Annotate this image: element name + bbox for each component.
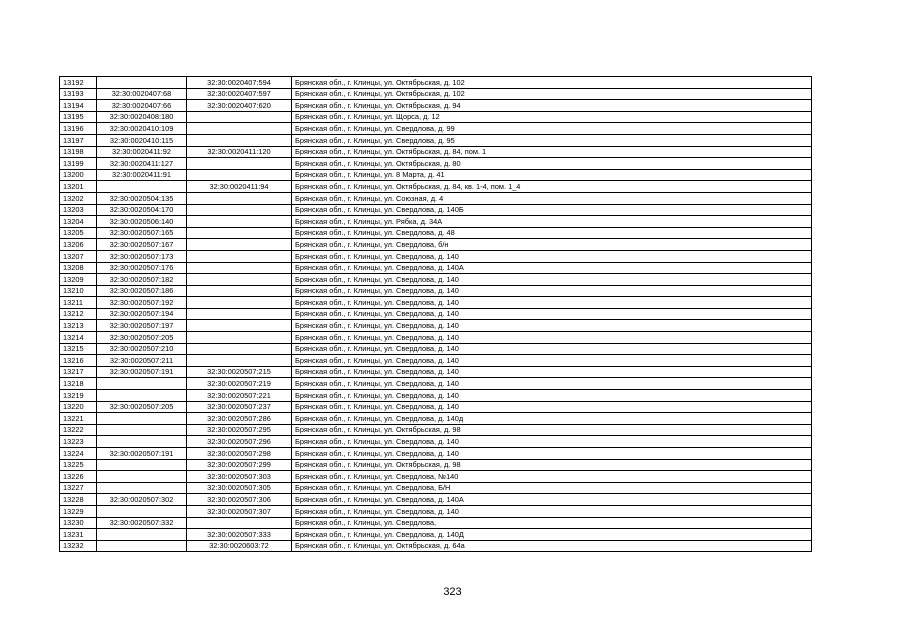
address-cell: Брянская обл., г. Клинцы, ул. Свердлова, д. 140 — [292, 401, 812, 413]
table-row — [60, 77, 812, 89]
address-cell: Брянская обл., г. Клинцы, ул. Свердлова, д. 140 — [292, 343, 812, 355]
address-cell: Брянская обл., г. Клинцы, ул. Свердлова, д. 140 — [292, 366, 812, 378]
table-row — [60, 505, 812, 517]
object-cadastral-number-cell — [187, 227, 292, 239]
row-number-cell: 13230 — [60, 517, 97, 529]
object-cadastral-number-cell — [187, 297, 292, 309]
address-cell: Брянская обл., г. Клинцы, ул. Щорса, д. 12 — [292, 111, 812, 123]
address-cell: Брянская обл., г. Клинцы, ул. Свердлова, №140 — [292, 471, 812, 483]
row-number-cell: 13217 — [60, 366, 97, 378]
cadastral-number-cell — [97, 529, 187, 541]
address-cell: Брянская обл., г. Клинцы, ул. Октябрьская, д. 64а — [292, 540, 812, 552]
object-cadastral-number-cell — [187, 169, 292, 181]
table-row — [60, 216, 812, 228]
object-cadastral-number-cell: 32:30:0020507:237 — [187, 401, 292, 413]
object-cadastral-number-cell — [187, 343, 292, 355]
address-cell: Брянская обл., г. Клинцы, ул. Свердлова, д. 140 — [292, 436, 812, 448]
table-row — [60, 308, 812, 320]
cadastral-number-cell: 32:30:0020507:186 — [97, 285, 187, 297]
object-cadastral-number-cell: 32:30:0020411:120 — [187, 146, 292, 158]
table-row — [60, 482, 812, 494]
object-cadastral-number-cell: 32:30:0020507:298 — [187, 448, 292, 460]
object-cadastral-number-cell — [187, 250, 292, 262]
address-cell: Брянская обл., г. Клинцы, ул. Свердлова, д. 140д — [292, 413, 812, 425]
table-row — [60, 123, 812, 135]
address-cell: Брянская обл., г. Клинцы, ул. Октябрьская, д. 98 — [292, 459, 812, 471]
table-row — [60, 88, 812, 100]
row-number-cell: 13224 — [60, 448, 97, 460]
table-row — [60, 390, 812, 402]
table-row — [60, 401, 812, 413]
object-cadastral-number-cell: 32:30:0020507:215 — [187, 366, 292, 378]
row-number-cell: 13231 — [60, 529, 97, 541]
object-cadastral-number-cell: 32:30:0020507:303 — [187, 471, 292, 483]
address-cell: Брянская обл., г. Клинцы, ул. Октябрьская, д. 102 — [292, 77, 812, 89]
row-number-cell: 13228 — [60, 494, 97, 506]
object-cadastral-number-cell — [187, 517, 292, 529]
row-number-cell: 13218 — [60, 378, 97, 390]
table-row — [60, 448, 812, 460]
table-row — [60, 134, 812, 146]
object-cadastral-number-cell: 32:30:0020407:620 — [187, 100, 292, 112]
row-number-cell: 13203 — [60, 204, 97, 216]
cadastral-number-cell: 32:30:0020407:66 — [97, 100, 187, 112]
row-number-cell: 13213 — [60, 320, 97, 332]
table-row — [60, 169, 812, 181]
object-cadastral-number-cell — [187, 158, 292, 170]
address-cell: Брянская обл., г. Клинцы, ул. Свердлова, д. 140 — [292, 378, 812, 390]
address-cell: Брянская обл., г. Клинцы, ул. Свердлова, д. 99 — [292, 123, 812, 135]
object-cadastral-number-cell — [187, 111, 292, 123]
row-number-cell: 13215 — [60, 343, 97, 355]
row-number-cell: 13199 — [60, 158, 97, 170]
cadastral-number-cell — [97, 77, 187, 89]
row-number-cell: 13220 — [60, 401, 97, 413]
object-cadastral-number-cell — [187, 134, 292, 146]
table-row — [60, 250, 812, 262]
row-number-cell: 13195 — [60, 111, 97, 123]
table-row — [60, 262, 812, 274]
cadastral-number-cell: 32:30:0020410:115 — [97, 134, 187, 146]
table-row — [60, 471, 812, 483]
object-cadastral-number-cell: 32:30:0020507:305 — [187, 482, 292, 494]
row-number-cell: 13232 — [60, 540, 97, 552]
cadastral-number-cell: 32:30:0020507:210 — [97, 343, 187, 355]
table-row — [60, 529, 812, 541]
cadastral-number-cell: 32:30:0020411:92 — [97, 146, 187, 158]
table-row — [60, 343, 812, 355]
row-number-cell: 13212 — [60, 308, 97, 320]
address-cell: Брянская обл., г. Клинцы, ул. Свердлова, д. 140 — [292, 297, 812, 309]
table-row — [60, 146, 812, 158]
object-cadastral-number-cell — [187, 320, 292, 332]
object-cadastral-number-cell — [187, 123, 292, 135]
table-row — [60, 378, 812, 390]
cadastral-number-cell — [97, 482, 187, 494]
address-cell: Брянская обл., г. Клинцы, ул. Рябка, д. 34А — [292, 216, 812, 228]
address-cell: Брянская обл., г. Клинцы, ул. Октябрьская, д. 84, кв. 1-4, пом. 1_4 — [292, 181, 812, 193]
object-cadastral-number-cell — [187, 239, 292, 251]
cadastral-number-cell: 32:30:0020504:170 — [97, 204, 187, 216]
object-cadastral-number-cell — [187, 204, 292, 216]
row-number-cell: 13225 — [60, 459, 97, 471]
cadastral-number-cell: 32:30:0020507:205 — [97, 332, 187, 344]
row-number-cell: 13227 — [60, 482, 97, 494]
row-number-cell: 13194 — [60, 100, 97, 112]
address-cell: Брянская обл., г. Клинцы, ул. Октябрьская, д. 84, пом. 1 — [292, 146, 812, 158]
address-cell: Брянская обл., г. Клинцы, ул. Свердлова, д. 140 — [292, 505, 812, 517]
table-row — [60, 332, 812, 344]
row-number-cell: 13200 — [60, 169, 97, 181]
cadastral-number-cell — [97, 505, 187, 517]
cadastral-number-cell — [97, 378, 187, 390]
object-cadastral-number-cell: 32:30:0020507:299 — [187, 459, 292, 471]
address-cell: Брянская обл., г. Клинцы, ул. Свердлова, б/н — [292, 239, 812, 251]
cadastral-number-cell: 32:30:0020507:182 — [97, 274, 187, 286]
cadastral-number-cell: 32:30:0020507:167 — [97, 239, 187, 251]
address-cell: Брянская обл., г. Клинцы, ул. Свердлова, д. 140Д — [292, 529, 812, 541]
row-number-cell: 13209 — [60, 274, 97, 286]
address-cell: Брянская обл., г. Клинцы, ул. Свердлова, д. 140 — [292, 250, 812, 262]
object-cadastral-number-cell: 32:30:0020507:306 — [187, 494, 292, 506]
cadastral-number-cell: 32:30:0020507:211 — [97, 355, 187, 367]
cadastral-number-cell: 32:30:0020507:165 — [97, 227, 187, 239]
object-cadastral-number-cell: 32:30:0020507:296 — [187, 436, 292, 448]
address-cell: Брянская обл., г. Клинцы, ул. 8 Марта, д. 41 — [292, 169, 812, 181]
cadastral-number-cell — [97, 413, 187, 425]
table-row — [60, 413, 812, 425]
table-row — [60, 285, 812, 297]
row-number-cell: 13196 — [60, 123, 97, 135]
object-cadastral-number-cell: 32:30:0020507:219 — [187, 378, 292, 390]
address-cell: Брянская обл., г. Клинцы, ул. Свердлова, д. 140 — [292, 308, 812, 320]
row-number-cell: 13223 — [60, 436, 97, 448]
cadastral-number-cell: 32:30:0020507:194 — [97, 308, 187, 320]
table-body — [60, 77, 812, 552]
object-cadastral-number-cell — [187, 355, 292, 367]
table-row — [60, 366, 812, 378]
row-number-cell: 13210 — [60, 285, 97, 297]
cadastral-number-cell: 32:30:0020408:180 — [97, 111, 187, 123]
table-row — [60, 355, 812, 367]
address-cell: Брянская обл., г. Клинцы, ул. Октябрьская, д. 98 — [292, 424, 812, 436]
address-cell: Брянская обл., г. Клинцы, ул. Союзная, д. 4 — [292, 192, 812, 204]
cadastral-number-cell: 32:30:0020507:302 — [97, 494, 187, 506]
address-cell: Брянская обл., г. Клинцы, ул. Свердлова, д. 140А — [292, 494, 812, 506]
cadastral-number-cell — [97, 424, 187, 436]
address-cell: Брянская обл., г. Клинцы, ул. Свердлова, д. 140 — [292, 355, 812, 367]
row-number-cell: 13226 — [60, 471, 97, 483]
address-cell: Брянская обл., г. Клинцы, ул. Свердлова, д. 140 — [292, 285, 812, 297]
cadastral-number-cell — [97, 540, 187, 552]
table-row — [60, 320, 812, 332]
table-row — [60, 100, 812, 112]
row-number-cell: 13197 — [60, 134, 97, 146]
cadastral-number-cell — [97, 459, 187, 471]
row-number-cell: 13198 — [60, 146, 97, 158]
row-number-cell: 13216 — [60, 355, 97, 367]
row-number-cell: 13202 — [60, 192, 97, 204]
object-cadastral-number-cell: 32:30:0020407:597 — [187, 88, 292, 100]
object-cadastral-number-cell: 32:30:0020407:594 — [187, 77, 292, 89]
object-cadastral-number-cell — [187, 332, 292, 344]
object-cadastral-number-cell — [187, 192, 292, 204]
cadastral-number-cell: 32:30:0020411:127 — [97, 158, 187, 170]
table-row — [60, 239, 812, 251]
table-row — [60, 517, 812, 529]
table-row — [60, 436, 812, 448]
object-cadastral-number-cell — [187, 262, 292, 274]
table-row — [60, 459, 812, 471]
address-cell: Брянская обл., г. Клинцы, ул. Свердлова, Б/Н — [292, 482, 812, 494]
cadastral-number-cell: 32:30:0020410:109 — [97, 123, 187, 135]
object-cadastral-number-cell: 32:30:0020507:286 — [187, 413, 292, 425]
row-number-cell: 13201 — [60, 181, 97, 193]
row-number-cell: 13206 — [60, 239, 97, 251]
object-cadastral-number-cell — [187, 216, 292, 228]
row-number-cell: 13214 — [60, 332, 97, 344]
object-cadastral-number-cell: 32:30:0020507:307 — [187, 505, 292, 517]
table-row — [60, 204, 812, 216]
address-cell: Брянская обл., г. Клинцы, ул. Свердлова, — [292, 517, 812, 529]
table-row — [60, 227, 812, 239]
address-cell: Брянская обл., г. Клинцы, ул. Свердлова, д. 140 — [292, 448, 812, 460]
table-row — [60, 111, 812, 123]
table-row — [60, 192, 812, 204]
table-row — [60, 158, 812, 170]
row-number-cell: 13208 — [60, 262, 97, 274]
cadastral-number-cell: 32:30:0020507:176 — [97, 262, 187, 274]
table-row — [60, 297, 812, 309]
object-cadastral-number-cell: 32:30:0020507:221 — [187, 390, 292, 402]
object-cadastral-number-cell: 32:30:0020507:295 — [187, 424, 292, 436]
object-cadastral-number-cell: 32:30:0020507:333 — [187, 529, 292, 541]
address-cell: Брянская обл., г. Клинцы, ул. Свердлова, д. 140 — [292, 390, 812, 402]
page-number: 323 — [443, 586, 462, 598]
address-cell: Брянская обл., г. Клинцы, ул. Свердлова, д. 48 — [292, 227, 812, 239]
object-cadastral-number-cell — [187, 285, 292, 297]
cadastral-number-cell: 32:30:0020504:135 — [97, 192, 187, 204]
object-cadastral-number-cell — [187, 274, 292, 286]
object-cadastral-number-cell — [187, 308, 292, 320]
cadastral-number-cell: 32:30:0020506:140 — [97, 216, 187, 228]
row-number-cell: 13207 — [60, 250, 97, 262]
address-cell: Брянская обл., г. Клинцы, ул. Октябрьская, д. 94 — [292, 100, 812, 112]
cadastral-number-cell: 32:30:0020507:192 — [97, 297, 187, 309]
row-number-cell: 13219 — [60, 390, 97, 402]
row-number-cell: 13192 — [60, 77, 97, 89]
cadastral-number-cell: 32:30:0020507:173 — [97, 250, 187, 262]
cadastral-number-cell: 32:30:0020407:68 — [97, 88, 187, 100]
cadastral-number-cell: 32:30:0020507:197 — [97, 320, 187, 332]
cadastral-number-cell: 32:30:0020507:191 — [97, 448, 187, 460]
row-number-cell: 13205 — [60, 227, 97, 239]
property-table — [59, 76, 812, 552]
address-cell: Брянская обл., г. Клинцы, ул. Свердлова, д. 140 — [292, 274, 812, 286]
object-cadastral-number-cell: 32:30:0020603:72 — [187, 540, 292, 552]
table-row — [60, 274, 812, 286]
cadastral-number-cell — [97, 471, 187, 483]
cadastral-number-cell — [97, 436, 187, 448]
address-cell: Брянская обл., г. Клинцы, ул. Свердлова, д. 140Б — [292, 204, 812, 216]
cadastral-number-cell: 32:30:0020411:91 — [97, 169, 187, 181]
table-row — [60, 181, 812, 193]
cadastral-number-cell: 32:30:0020507:332 — [97, 517, 187, 529]
table-row — [60, 424, 812, 436]
table-row — [60, 540, 812, 552]
object-cadastral-number-cell: 32:30:0020411:94 — [187, 181, 292, 193]
address-cell: Брянская обл., г. Клинцы, ул. Свердлова, д. 140 — [292, 320, 812, 332]
row-number-cell: 13229 — [60, 505, 97, 517]
row-number-cell: 13204 — [60, 216, 97, 228]
cadastral-number-cell — [97, 390, 187, 402]
address-cell: Брянская обл., г. Клинцы, ул. Свердлова, д. 140 — [292, 332, 812, 344]
address-cell: Брянская обл., г. Клинцы, ул. Октябрьская, д. 102 — [292, 88, 812, 100]
address-cell: Брянская обл., г. Клинцы, ул. Свердлова, д. 140А — [292, 262, 812, 274]
table-row — [60, 494, 812, 506]
cadastral-number-cell: 32:30:0020507:191 — [97, 366, 187, 378]
cadastral-number-cell — [97, 181, 187, 193]
row-number-cell: 13222 — [60, 424, 97, 436]
row-number-cell: 13193 — [60, 88, 97, 100]
row-number-cell: 13211 — [60, 297, 97, 309]
address-cell: Брянская обл., г. Клинцы, ул. Свердлова, д. 95 — [292, 134, 812, 146]
row-number-cell: 13221 — [60, 413, 97, 425]
cadastral-number-cell: 32:30:0020507:205 — [97, 401, 187, 413]
address-cell: Брянская обл., г. Клинцы, ул. Октябрьская, д. 80 — [292, 158, 812, 170]
